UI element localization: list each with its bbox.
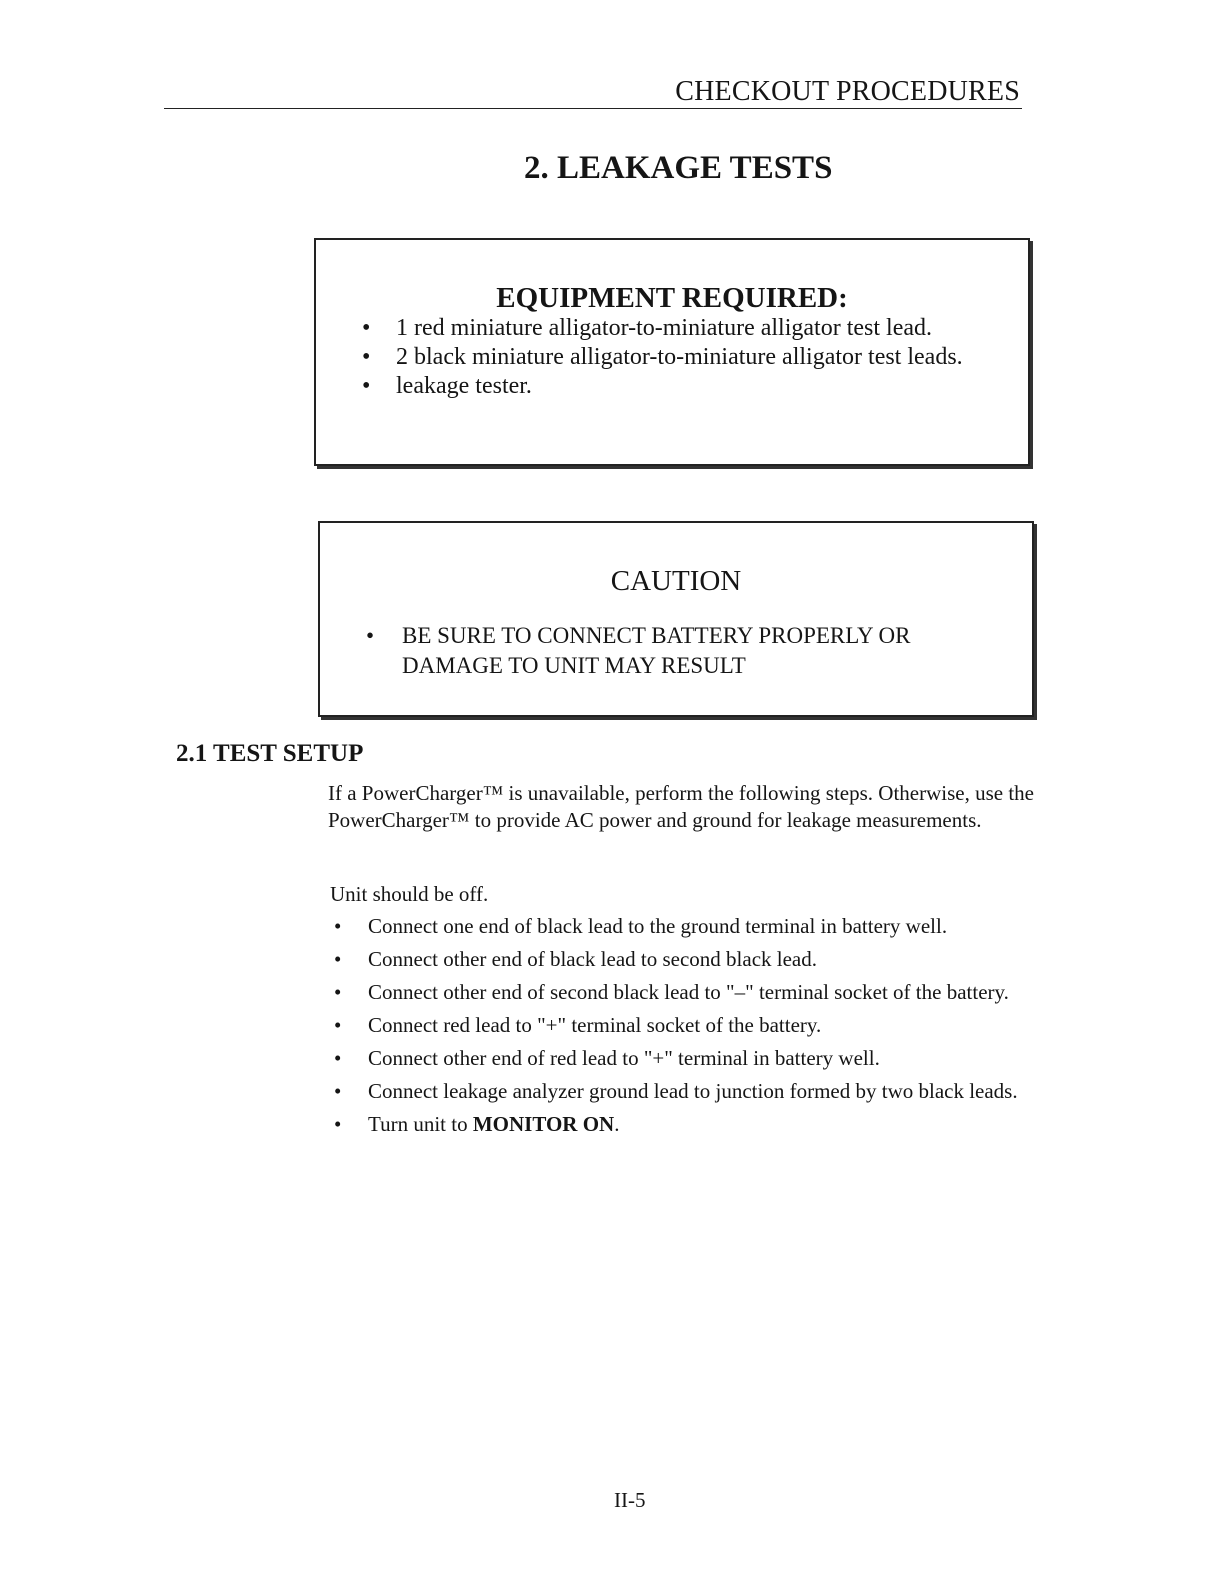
last-step-suffix: .	[614, 1112, 620, 1136]
step-item: • Connect other end of red lead to "+" terminal in battery well.	[334, 1045, 1034, 1071]
test-setup-intro: If a PowerCharger™ is unavailable, perform the following steps. Otherwise, use the PowerCharger™ to provide AC power and ground for leakage measurements.	[328, 781, 1035, 832]
equipment-list	[362, 314, 1008, 401]
step-item: • Connect other end of black lead to second black lead.	[334, 946, 1034, 972]
step-item: • Connect red lead to "+" terminal socket of the battery.	[334, 1012, 1034, 1038]
step-item: • Connect one end of black lead to the ground terminal in battery well.	[334, 913, 1034, 939]
section-title: 2. LEAKAGE TESTS	[524, 150, 833, 186]
equipment-item: • 1 red miniature alligator-to-miniature alligator test lead.	[362, 314, 1008, 343]
step-item: • Connect other end of second black lead to "–" terminal socket of the battery.	[334, 979, 1034, 1005]
equipment-item: • 2 black miniature alligator-to-miniature alligator test leads.	[362, 343, 1008, 372]
caution-item: • BE SURE TO CONNECT BATTERY PROPERLY OR DAMAGE TO UNIT MAY RESULT	[366, 621, 1012, 681]
equipment-required-title: EQUIPMENT REQUIRED:	[496, 282, 848, 314]
test-setup-steps	[334, 913, 1034, 1144]
header-rule	[164, 108, 1022, 109]
running-header-title: CHECKOUT PROCEDURES	[675, 76, 1020, 107]
last-step-prefix: Turn unit to	[368, 1112, 473, 1136]
test-setup-title: 2.1 TEST SETUP	[176, 740, 364, 767]
equipment-item: • leakage tester.	[362, 372, 1008, 401]
caution-list	[366, 621, 1012, 681]
step-item: • Connect leakage analyzer ground lead to junction formed by two black leads.	[334, 1078, 1034, 1104]
caution-box	[318, 521, 1034, 717]
unit-off-note: Unit should be off.	[330, 882, 489, 906]
monitor-on-label: MONITOR ON	[472, 1112, 615, 1136]
page-number: II-5	[614, 1488, 646, 1512]
equipment-required-box	[314, 238, 1030, 466]
step-item-last	[334, 1111, 1034, 1137]
caution-title: CAUTION	[610, 565, 742, 597]
